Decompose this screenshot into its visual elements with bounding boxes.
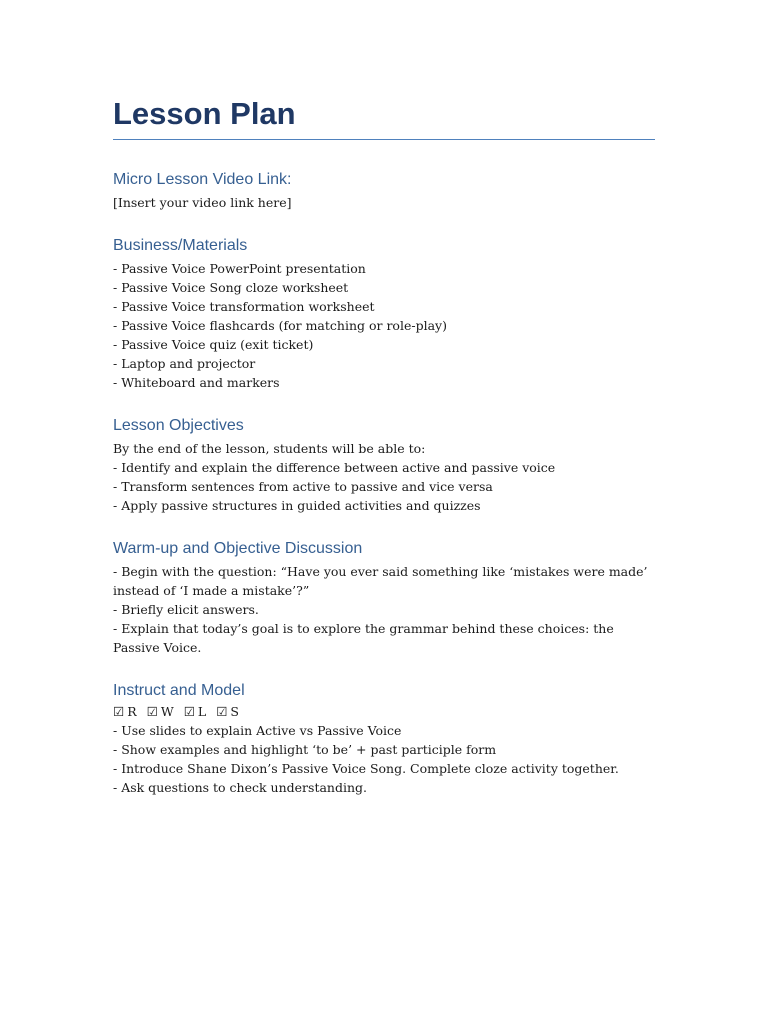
list-item: - Passive Voice quiz (exit ticket) [113,337,314,352]
section-heading: Instruct and Model [113,682,245,699]
checked-box-icon: ☑ [113,704,125,719]
skill-label: S [230,704,239,719]
skill-writing [147,704,174,719]
body-line: [Insert your video link here] [113,195,292,210]
list-item: - Identify and explain the difference between active and passive voice [113,460,556,475]
skill-reading [113,704,137,719]
section-heading: Lesson Objectives [113,417,244,434]
skill-listening [184,704,207,719]
section-heading: Warm-up and Objective Discussion [113,540,363,557]
section-warmup [113,538,655,657]
section-objectives [113,415,655,515]
checked-box-icon: ☑ [146,704,158,719]
list-item: - Passive Voice Song cloze worksheet [113,280,349,295]
checked-box-icon: ☑ [216,704,228,719]
list-item: - Transform sentences from active to passive and vice versa [113,479,493,494]
section-materials [113,235,655,392]
section-instruct-model [113,680,655,797]
list-item: - Show examples and highlight ‘to be’ + past participle form [113,742,497,757]
skills-checklist [113,702,655,721]
checked-box-icon: ☑ [183,704,195,719]
list-item: - Passive Voice flashcards (for matching or role-play) [113,318,447,333]
list-item: - Whiteboard and markers [113,375,280,390]
body-line: By the end of the lesson, students will be able to: [113,441,426,456]
skill-speaking [216,704,239,719]
section-heading: Micro Lesson Video Link: [113,171,292,188]
list-item: - Begin with the question: “Have you ever said something like ‘mistakes were made’ instead of ‘I made a mistake’?” [113,564,648,598]
page-title: Lesson Plan [113,92,655,140]
list-item: - Use slides to explain Active vs Passive Voice [113,723,402,738]
list-item: - Introduce Shane Dixon’s Passive Voice Song. Complete cloze activity together. [113,761,619,776]
skill-label: W [160,704,174,719]
list-item: - Apply passive structures in guided activities and quizzes [113,498,481,513]
list-item: - Passive Voice transformation worksheet [113,299,375,314]
document-page [113,92,655,820]
list-item: - Ask questions to check understanding. [113,780,367,795]
list-item: - Briefly elicit answers. [113,602,259,617]
skill-label: L [197,704,207,719]
list-item: - Laptop and projector [113,356,256,371]
section-video-link [113,169,655,212]
section-heading: Business/Materials [113,237,248,254]
list-item: - Passive Voice PowerPoint presentation [113,261,366,276]
list-item: - Explain that today’s goal is to explore the grammar behind these choices: the Passive Voice. [113,621,614,655]
skill-label: R [127,704,137,719]
